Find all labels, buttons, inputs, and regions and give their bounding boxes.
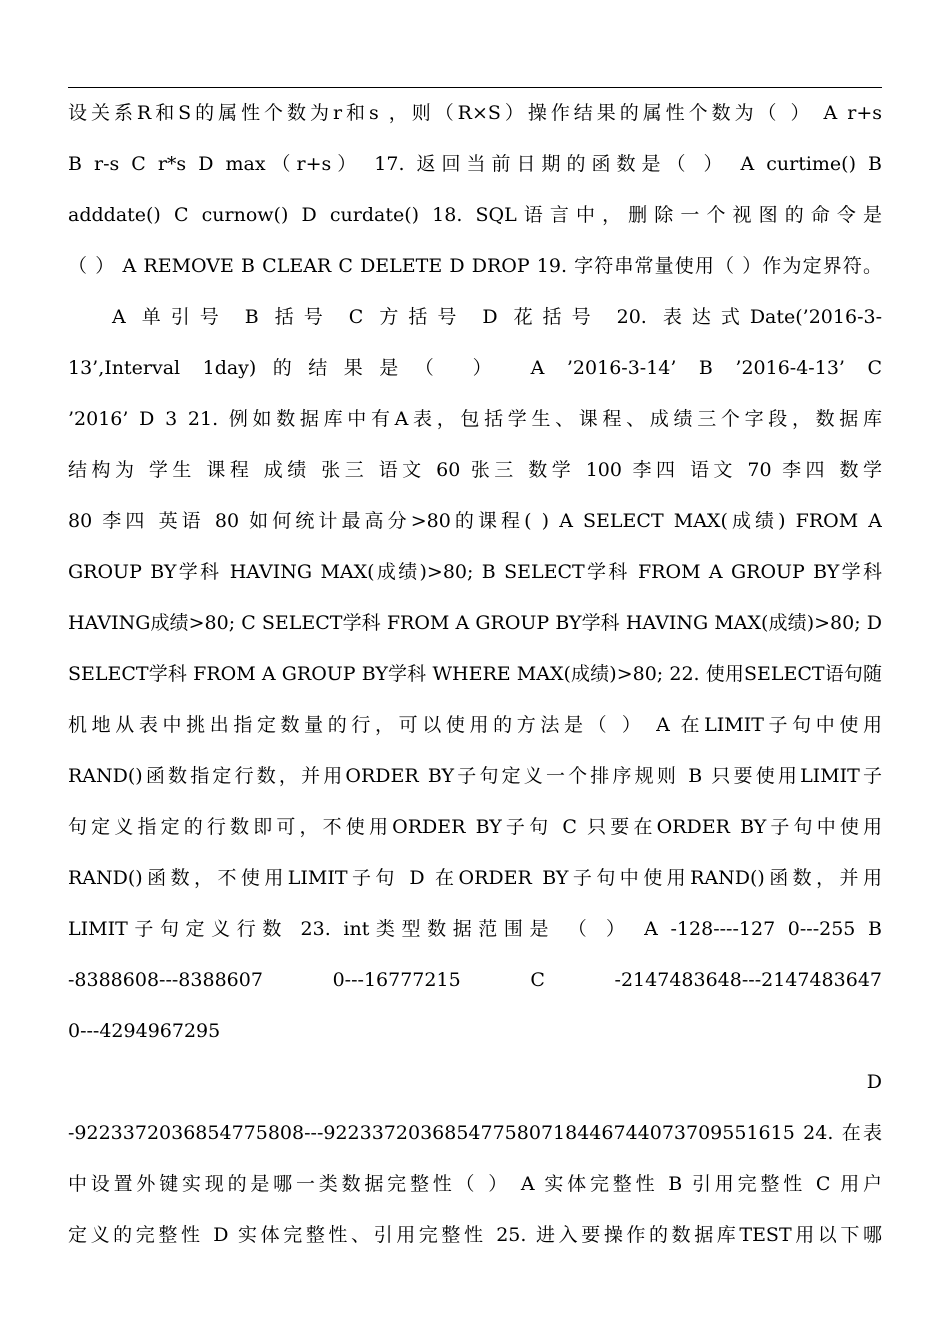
header-rule [68,87,882,88]
text-line: RAND()函数，不使用LIMIT子句 D 在ORDER BY子句中使用RAND()函数，并用 [68,867,882,889]
text-line: -8388608---8388607 0---16777215 C -2147483648---2147483647 [68,969,882,991]
text-line: 中设置外键实现的是哪一类数据完整性（ ） A 实体完整性 B 引用完整性 C 用户 [68,1173,882,1195]
text-line: 机地从表中挑出指定数量的行，可以使用的方法是（ ） A 在LIMIT子句中使用 [68,714,882,736]
text-line: adddate() C curnow() D curdate() 18. SQL语言中，删除一个视图的命令是 [68,204,882,226]
text-line: ’2016’ D 3 21. 例如数据库中有A表，包括学生、课程、成绩三个字段，数据库 [68,408,882,430]
text-line: 设关系R和S的属性个数为r和s ，则（R×S）操作结果的属性个数为（ ） A r+s [68,102,882,124]
body-text [68,94,882,1267]
text-line: RAND()函数指定行数，并用ORDER BY子句定义一个排序规则 B 只要使用LIMIT子 [68,765,882,787]
text-line: -9223372036854775808---922337203685477580718446744073709551615 24. 在表 [68,1122,882,1144]
text-line: （ ） A REMOVE B CLEAR C DELETE D DROP 19. 字符串常量使用（ ）作为定界符。 [68,255,882,277]
text-line: B r-s C r*s D max（r+s） 17. 返回当前日期的函数是（ ） A curtime() B [68,153,882,175]
text-line: A 单引号 B 括号 C 方括号 D 花括号 20. 表达式Date(’2016-3- [112,306,882,328]
text-line: 13’,Interval 1day)的结果是（ ） A ’2016-3-14’ B ’2016-4-13’ C [68,357,882,379]
text-line: 定义的完整性 D 实体完整性、引用完整性 25. 进入要操作的数据库TEST用以下哪 [68,1224,882,1246]
text-line: 0---4294967295 [68,1020,221,1042]
text-line: LIMIT子句定义行数 23. int类型数据范围是 （ ） A -128----127 0---255 B [68,918,882,940]
text-line: 80 李四 英语 80 如何统计最高分>80的课程( ) A SELECT MAX(成绩) FROM A [68,510,882,532]
text-line: 结构为 学生 课程 成绩 张三 语文 60 张三 数学 100 李四 语文 70 李四 数学 [68,459,882,481]
text-line: 句定义指定的行数即可，不使用ORDER BY子句 C 只要在ORDER BY子句中使用 [68,816,882,838]
text-line: D [866,1071,882,1093]
text-line: SELECT学科 FROM A GROUP BY学科 WHERE MAX(成绩)>80; 22. 使用SELECT语句随 [68,663,882,685]
text-line: HAVING成绩>80; C SELECT学科 FROM A GROUP BY学科 HAVING MAX(成绩)>80; D [68,612,882,634]
text-line: GROUP BY学科 HAVING MAX(成绩)>80; B SELECT学科 FROM A GROUP BY学科 [68,561,882,583]
